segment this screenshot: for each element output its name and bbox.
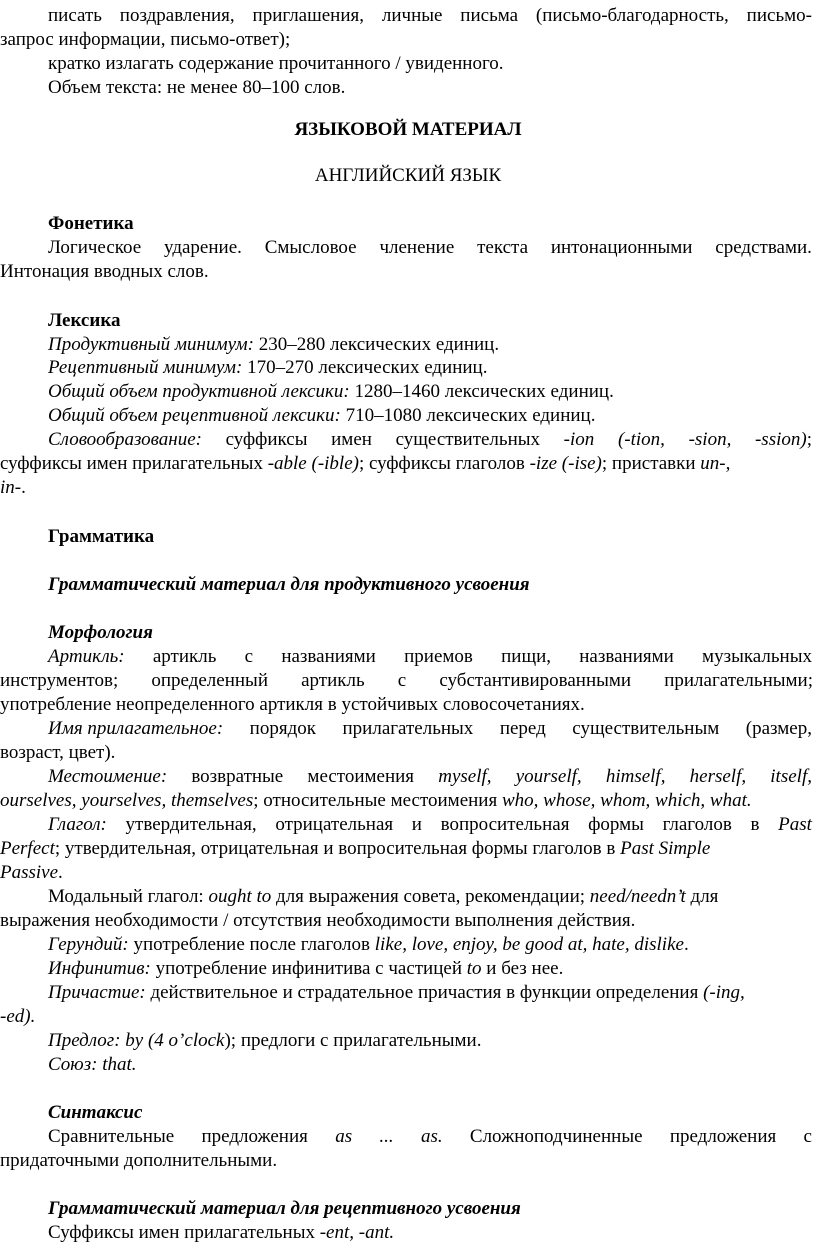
term-label: Инфинитив: [48,958,151,979]
text-fragment: yourself, [515,766,582,787]
text-fragment: письма [460,5,519,26]
text-fragment: . [683,934,689,955]
text-line [0,670,813,694]
text-line [48,5,812,29]
text-fragment: употребление инфинитива с частицей [150,958,467,979]
text-line: запрос информации, письмо-ответ); [0,29,291,50]
text-line [48,982,816,1006]
text-fragment: и без нее. [481,958,564,979]
text-fragment: прилагательными; [664,670,813,691]
text-fragment: (размер, [745,718,812,739]
text-fragment: имен [331,429,372,450]
text-fragment: in- [0,477,22,498]
text-fragment: . [21,477,26,498]
phonetics-heading: Фонетика [48,213,134,234]
text-line [48,958,816,982]
text-line: кратко излагать содержание прочитанного / увиденного. [48,53,504,74]
text-fragment: членение [379,237,455,258]
text-fragment: need/needn’t [589,886,686,907]
text-line [48,934,816,958]
text-fragment: 710–1080 лексических единиц. [340,405,596,426]
text-fragment: местоимения [307,766,415,787]
text-fragment: myself, [438,766,492,787]
text-fragment: с [244,646,254,667]
text-fragment: названиями [281,646,376,667]
text-fragment: прилагательных [342,718,474,739]
text-fragment: вопросительная [440,814,570,835]
text-fragment: as [335,1126,353,1147]
text-fragment: ); предлоги с прилагательными [224,1030,477,1051]
productive-heading: Грамматический материал для продуктивного усвоения [48,574,530,595]
text-line [48,237,812,261]
text-fragment: пищи, [501,646,552,667]
text-fragment: с [803,1126,812,1147]
text-line [48,718,812,742]
text-fragment: -ent, -ant. [319,1222,395,1243]
text-fragment: существительным [572,718,720,739]
text-line: Интонация вводных слов. [0,261,209,282]
text-fragment: 230–280 лексических единиц. [254,334,500,355]
text-fragment: предложения [669,1126,777,1147]
text-fragment: (-tion, [617,429,665,450]
text-fragment: Perfect [0,838,55,859]
text-fragment: писать [48,5,102,26]
text-fragment: суффиксы имен прилагательных [0,453,268,474]
text-line [48,886,816,910]
text-fragment: Past [778,814,812,835]
text-fragment: для [685,886,719,907]
text-fragment: ought to [208,886,272,907]
text-fragment: Сложноподчиненные [469,1126,643,1147]
text-fragment: музыкальных [702,646,812,667]
text-fragment: с [397,670,407,691]
text-fragment: itself, [770,766,812,787]
text-line [48,357,816,381]
text-fragment: . [476,1030,482,1051]
text-fragment: перед [499,718,546,739]
text-fragment: суффиксы [225,429,308,450]
text-fragment: Смысловое [264,237,357,258]
text-fragment: личные [381,5,443,26]
text-fragment: herself, [689,766,747,787]
text-line [48,646,812,670]
text-fragment: употребление после глаголов [128,934,375,955]
grammar-heading: Грамматика [48,526,155,547]
text-fragment: -ssion); [754,429,812,450]
text-fragment: существительных [395,429,541,450]
text-fragment: отрицательная [275,814,394,835]
receptive-heading: Грамматический материал для рецептивного усвоения [48,1198,521,1219]
text-fragment: определенный [151,670,268,691]
text-line [48,1222,816,1246]
text-fragment: Суффиксы имен прилагательных [48,1222,320,1243]
text-fragment: формы [588,814,644,835]
text-fragment: (-ing, [703,982,745,1003]
text-fragment: приемов [404,646,473,667]
term-label: Общий объем продуктивной лексики: [48,381,350,402]
text-fragment: предложения [201,1126,308,1147]
text-line: -ed). [0,1006,36,1027]
text-fragment: ударение. [164,237,242,258]
text-line: придаточными дополнительными. [0,1150,278,1171]
text-fragment: утвердительная, [125,814,257,835]
text-fragment: ; суффиксы глаголов [358,453,530,474]
text-fragment: Модальный глагол: [48,886,209,907]
text-fragment: -ize (-ise) [529,453,602,474]
text-fragment: глаголов [662,814,732,835]
text-line [0,838,816,862]
text-fragment: -sion, [688,429,732,450]
text-fragment: средствами. [715,237,812,258]
morphology-heading: Морфология [48,622,153,643]
text-fragment: текста [477,237,529,258]
text-fragment: as. [420,1126,443,1147]
text-fragment: Past Simple [620,838,711,859]
text-fragment: (письмо-благодарность, [535,5,729,26]
term-label: Причастие: [48,982,146,1003]
text-line: Союз: that. [48,1054,137,1075]
text-line: выражения необходимости / отсутствия необходимости выполнения действия. [0,910,636,931]
text-line [48,1030,816,1054]
text-fragment: ; относительные местоимения [253,790,502,811]
text-fragment: Сравнительные [48,1126,175,1147]
text-fragment: -able (-ible) [267,453,359,474]
text-fragment: письмо- [746,5,812,26]
text-fragment: ; приставки [601,453,701,474]
text-fragment: порядок [249,718,316,739]
text-fragment: инструментов; [0,670,119,691]
term-label: Общий объем рецептивной лексики: [48,405,341,426]
term-label: Местоимение: [48,766,168,787]
syntax-heading: Синтаксис [48,1102,143,1123]
text-fragment: и [411,814,422,835]
text-fragment: артикль [152,646,217,667]
text-fragment: to [466,958,482,979]
text-fragment: Passive [0,862,59,883]
text-line [0,477,816,501]
term-label: Словообразование: [48,429,202,450]
text-line: возраст, цвет). [0,742,116,763]
section-title: ЯЗЫКОВОЙ МАТЕРИАЛ [294,119,522,140]
text-fragment: артикль [301,670,365,691]
text-fragment: . [58,862,63,883]
text-fragment: himself, [605,766,666,787]
term-label: Продуктивный минимум: [48,334,255,355]
lexis-heading: Лексика [48,310,121,331]
text-fragment: ourselves, yourselves, themselves [0,790,254,811]
term-label: Имя прилагательное: [48,718,224,739]
section-subtitle: АНГЛИЙСКИЙ ЯЗЫК [314,165,502,186]
text-line: употребление неопределенного артикля в устойчивых словосочетаниях. [0,694,585,715]
text-fragment: -ion [563,429,595,450]
text-line [48,334,816,358]
text-fragment: действительное и страдательное причастия в функции определения [145,982,704,1003]
text-fragment: субстантивированными [439,670,632,691]
text-line [0,790,816,814]
text-line [48,405,816,429]
text-line [48,766,812,790]
text-fragment: для выражения совета, рекомендации; [271,886,590,907]
term-label: Глагол: [48,814,107,835]
text-fragment: 1280–1460 лексических единиц. [349,381,614,402]
text-fragment: интонационными [550,237,693,258]
text-fragment: ... [379,1126,394,1147]
text-fragment: названиями [579,646,674,667]
text-line [48,1126,812,1150]
text-fragment: поздравления, [119,5,235,26]
text-fragment: who, whose, whom, which, what. [501,790,752,811]
text-line: Объем текста: не менее 80–100 слов. [48,77,346,98]
text-line [48,429,812,453]
term-label: Артикль: [48,646,125,667]
text-line [0,862,816,886]
text-line [48,381,816,405]
text-fragment: un-, [700,453,731,474]
text-fragment: like, love, enjoy, be good at, hate, dislike [374,934,684,955]
text-line [0,453,816,477]
term-label: Рецептивный минимум: [48,357,243,378]
term-label: Герундий: [48,934,129,955]
text-fragment: возвратные [191,766,284,787]
text-fragment: приглашения, [252,5,364,26]
text-fragment: Логическое [48,237,142,258]
text-line [48,814,812,838]
text-fragment: в [750,814,760,835]
text-fragment: ; утвердительная, отрицательная и вопросительная формы глаголов в [54,838,621,859]
text-fragment: 170–270 лексических единиц. [242,357,488,378]
term-label: Предлог: by (4 o’clock [48,1030,225,1051]
